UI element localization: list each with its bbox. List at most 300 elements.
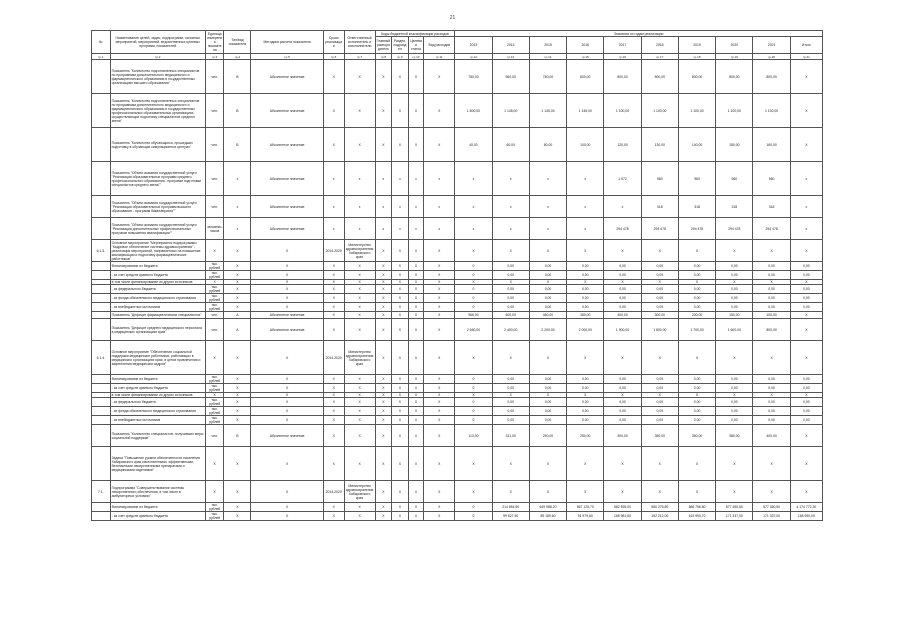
row-executor: х [344,196,375,218]
row-year-value: 0,00 [529,416,566,425]
row-expense: Х [424,384,455,393]
row-method: Х [251,341,323,375]
row-year-value: 0,00 [567,407,604,416]
row-name: - за счет средств краевого бюджета [110,512,205,521]
row-section: Х [392,285,409,294]
row-expense: Х [424,425,455,447]
row-expense: Х [424,280,455,285]
row-expense: Х [424,512,455,521]
row-year-value: 294 478 [753,218,790,240]
row-year-value: 1 100,00 [604,94,641,128]
row-expense: Х [424,303,455,312]
column-number: гр.2 [110,54,205,60]
row-year-value: Х [753,280,790,285]
row-target: Х [408,384,424,393]
row-expense: Х [424,393,455,398]
row-number: 6.1.4. [92,341,111,375]
row-year-value: 171 337,00 [753,512,790,521]
row-year-value: 0,00 [529,398,566,407]
row-method: Абсолютное значение [251,319,323,341]
row-grbs: х [375,218,392,240]
row-unit: тыс. рублей [205,416,224,425]
row-deadline: Х [323,398,344,407]
row-method: Х [251,447,323,481]
row-type: В [224,60,251,94]
row-year-value: 294 478 [678,218,715,240]
row-type: Х [224,303,251,312]
row-section: Х [392,407,409,416]
row-expense: Х [424,407,455,416]
row-total: Х [790,319,822,341]
row-year-value: Х [567,240,604,262]
row-grbs: Х [375,60,392,94]
row-year-value: 214 854,90 [492,503,529,512]
row-unit: тыс. рублей [205,303,224,312]
table-row [92,384,823,393]
row-year-value: 60,00 [492,128,529,162]
row-year-value: 0,00 [604,271,641,280]
row-grbs: Х [375,447,392,481]
row-year-value: 318 [641,196,678,218]
row-grbs: Х [375,512,392,521]
row-year-value: Х [678,447,715,481]
column-number: гр.3 [205,54,224,60]
row-year-value: 0,00 [529,384,566,393]
row-year-value: 567 125,70 [567,503,604,512]
table-row [92,481,823,503]
row-year-value: 40,00 [455,128,492,162]
row-target: Х [408,398,424,407]
row-year-value: 0,00 [641,271,678,280]
row-type: Х [224,375,251,384]
row-year-value: 0,00 [529,271,566,280]
row-name: Показатель "Объем оказания государственной услуги "Реализация образовательных программ среднего профессионального образования - программ подготовки специалистов среднего звена"" [110,162,205,196]
row-total: Х [790,128,822,162]
row-total: х [790,218,822,240]
row-year-value: 0,00 [716,398,753,407]
row-year-value: 0 [455,384,492,393]
row-section: Х [392,240,409,262]
row-executor: Х [344,94,375,128]
row-year-value: Х [529,341,566,375]
row-deadline: Х [323,285,344,294]
row-year-value: 960 [753,162,790,196]
row-year-value: х [455,162,492,196]
row-deadline: Х [323,60,344,94]
row-grbs: Х [375,398,392,407]
row-section: Х [392,303,409,312]
row-executor: Х [344,271,375,280]
row-number [92,294,111,303]
row-section: Х [392,60,409,94]
row-unit: Х [205,280,224,285]
header-total: Итого [790,37,822,54]
column-number: гр.16 [604,54,641,60]
row-target: Х [408,503,424,512]
row-year-value: 0,00 [492,294,529,303]
row-grbs: х [375,162,392,196]
row-year-value: 780,00 [455,60,492,94]
table-row [92,425,823,447]
row-deadline: 2014-2020 [323,341,344,375]
row-target: Х [408,416,424,425]
row-year-value: х [492,218,529,240]
table-row [92,416,823,425]
row-executor: Х [344,503,375,512]
row-total: 0,00 [790,294,822,303]
row-section: Х [392,262,409,271]
row-year-value: 0,00 [604,384,641,393]
row-year-value: 0,00 [492,262,529,271]
row-year-value: 800,00 [678,60,715,94]
row-unit: человеко-часов [205,218,224,240]
row-grbs: Х [375,393,392,398]
row-year-value: 300,00 [604,425,641,447]
row-type: В [224,128,251,162]
row-year-value: 0,00 [492,375,529,384]
row-deadline: Х [323,128,344,162]
row-year-value: 1 100,00 [641,94,678,128]
table-row [92,303,823,312]
row-year-value: 0 [455,303,492,312]
row-unit: тыс. рублей [205,407,224,416]
row-expense: х [424,162,455,196]
column-number: гр.9 [392,54,409,60]
row-year-value: 400,00 [753,425,790,447]
row-year-value: 800,00 [604,60,641,94]
row-type: х [224,196,251,218]
row-year-value: 0,00 [753,407,790,416]
table-row [92,162,823,196]
row-year-value: 0,00 [604,375,641,384]
row-year-value: 0,00 [604,398,641,407]
row-year-value: 400,00 [604,312,641,319]
row-year-value: Х [492,280,529,285]
row-year-value: Х [678,481,715,503]
table-row [92,503,823,512]
row-year-value: х [529,218,566,240]
header-values-by-year: Значения по годам реализации [455,31,823,37]
row-year-value: 0,00 [641,416,678,425]
row-year-value: 960 [641,162,678,196]
row-year-value: 0 [455,285,492,294]
row-year-value: Х [753,240,790,262]
row-target: Х [408,128,424,162]
column-number: гр.8 [375,54,392,60]
row-total: 4 174 772,30 [790,503,822,512]
row-name: - из внебюджетных источников [110,303,205,312]
row-year-value: 130,00 [641,128,678,162]
row-deadline: Х [323,271,344,280]
row-executor: Х [344,425,375,447]
row-grbs: Х [375,285,392,294]
row-year-value: 0,00 [678,407,715,416]
row-section: Х [392,319,409,341]
row-year-value: Х [492,240,529,262]
row-type: Х [224,285,251,294]
row-number [92,60,111,94]
row-number [92,271,111,280]
row-year-value: 1 145,00 [529,94,566,128]
row-year-value: Х [678,280,715,285]
row-year-value: 0,00 [641,285,678,294]
row-deadline: Х [323,416,344,425]
row-year-value: 1 800,00 [641,319,678,341]
row-executor: Х [344,319,375,341]
row-deadline: Х [323,280,344,285]
row-total: 0,00 [790,407,822,416]
row-year-value: 0,00 [604,262,641,271]
row-year-value: Х [492,341,529,375]
row-executor: Х [344,393,375,398]
row-expense: Х [424,285,455,294]
row-unit: Х [205,481,224,503]
row-deadline: Х [323,303,344,312]
table-row [92,375,823,384]
row-year-value: 91 979,60 [567,512,604,521]
row-unit: чел. [205,94,224,128]
row-number [92,94,111,128]
row-method: Х [251,303,323,312]
header-year: 2017 [604,37,641,54]
row-deadline: Х [323,393,344,398]
row-type: Х [224,481,251,503]
row-year-value: 0 [455,375,492,384]
row-target: Х [408,393,424,398]
row-expense: х [424,218,455,240]
row-year-value: Х [753,447,790,481]
row-method: Х [251,481,323,503]
row-year-value: 0,00 [716,285,753,294]
row-year-value: х [604,196,641,218]
row-executor: Х [344,512,375,521]
row-year-value: х [529,196,566,218]
row-section: х [392,162,409,196]
row-year-value: 0,00 [567,303,604,312]
row-unit: тыс. рублей [205,285,224,294]
column-number: гр.7 [344,54,375,60]
row-name: Основное мероприятие "Мероприятия подпрограммы "Кадровое обеспечение системы здравоохранения" - реализация мероприятий, направленных на повышение квалификации и подготовку фармацевтических работников" [110,240,205,262]
row-total: 0,00 [790,285,822,294]
row-deadline: Х [323,447,344,481]
row-deadline: Х [323,294,344,303]
row-year-value: Х [678,393,715,398]
column-number: гр.10 [408,54,424,60]
row-grbs: Х [375,128,392,162]
row-target: Х [408,60,424,94]
row-year-value: 0,00 [641,375,678,384]
row-deadline: Х [323,319,344,341]
row-section: Х [392,294,409,303]
table-row [92,512,823,521]
row-grbs: Х [375,384,392,393]
row-executor: Х [344,60,375,94]
row-year-value: Х [529,481,566,503]
row-total: Х [790,94,822,128]
row-year-value: 0,00 [716,384,753,393]
row-target: Х [408,271,424,280]
row-year-value: 150,00 [716,128,753,162]
row-unit: тыс. рублей [205,294,224,303]
row-target: Х [408,375,424,384]
row-total: х [790,162,822,196]
header-year: 2020 [716,37,753,54]
column-number: гр.5 [251,54,323,60]
row-year-value: 780,00 [529,60,566,94]
row-year-value: Х [492,447,529,481]
row-total: 0,00 [790,398,822,407]
row-type: Х [224,341,251,375]
row-year-value: 0,00 [604,285,641,294]
row-method: Абсолютное значение [251,312,323,319]
row-method: Абсолютное значение [251,196,323,218]
row-year-value: 0,00 [716,407,753,416]
column-number: гр.20 [753,54,790,60]
row-year-value: 1 100,00 [678,94,715,128]
table-row [92,447,823,481]
row-year-value: 0,00 [753,285,790,294]
row-section: Х [392,416,409,425]
row-name: Показатель "Объем оказания государственной услуги "Реализация дополнительных профессиональных программ повышения квалификации"" [110,218,205,240]
table-row [92,312,823,319]
row-deadline: Х [323,262,344,271]
row-year-value: 0,00 [753,398,790,407]
row-section: Х [392,481,409,503]
row-year-value: 0 [455,512,492,521]
row-method: Абсолютное значение [251,94,323,128]
row-section: Х [392,312,409,319]
row-number [92,285,111,294]
row-year-value: Х [753,393,790,398]
row-year-value: 311,00 [492,425,529,447]
row-expense: х [424,196,455,218]
row-year-value: 0,00 [641,262,678,271]
row-year-value: 0,00 [567,416,604,425]
row-grbs: Х [375,94,392,128]
row-section: Х [392,425,409,447]
row-target: Х [408,280,424,285]
table-row [92,94,823,128]
row-type: Х [224,416,251,425]
row-year-value: 150,00 [716,312,753,319]
row-year-value: Х [604,341,641,375]
row-deadline: Х [323,512,344,521]
row-year-value: 0,00 [604,303,641,312]
table-row [92,196,823,218]
row-year-value: 0,00 [492,285,529,294]
column-number: гр.4 [224,54,251,60]
row-year-value: Х [455,240,492,262]
row-year-value: Х [678,240,715,262]
row-year-value: 0,00 [678,285,715,294]
header-year: 2021 [753,37,790,54]
row-year-value: 2 400,00 [492,319,529,341]
row-year-value: 0 [455,503,492,512]
row-year-value: 0,00 [567,398,604,407]
row-target: х [408,218,424,240]
row-target: Х [408,285,424,294]
row-year-value: Х [716,481,753,503]
row-name: Основное мероприятие "Обеспечение социальной поддержки медицинских работников, работающих в медицинских организациях края, в целях привлечения и закрепления медицинских кадров" [110,341,205,375]
row-unit: Х [205,240,224,262]
row-method: Х [251,262,323,271]
row-unit: тыс. рублей [205,503,224,512]
row-number [92,398,111,407]
row-year-value: 0,00 [678,303,715,312]
row-year-value: 294 478 [716,218,753,240]
row-section: Х [392,94,409,128]
row-type: Х [224,512,251,521]
row-unit: чел. [205,162,224,196]
row-number [92,312,111,319]
row-number [92,162,111,196]
row-year-value: Х [567,280,604,285]
row-number [92,447,111,481]
row-target: Х [408,312,424,319]
row-name: Показатель "Количество подготовленных специалистов по программам дополнительного медицинского и фармацевтического образования в государственных профессиональных образовательных организациях, осуществляющих подготовку специалистов среднего звена" [110,94,205,128]
table-row [92,218,823,240]
row-expense: Х [424,271,455,280]
column-number: гр.11 [424,54,455,60]
row-year-value: 200,00 [678,312,715,319]
row-method: Х [251,398,323,407]
row-name: в том числе финансирование из других источников [110,280,205,285]
row-year-value: х [455,218,492,240]
row-target: Х [408,262,424,271]
row-grbs: х [375,196,392,218]
row-type: Х [224,398,251,407]
row-year-value: 0,00 [753,375,790,384]
row-year-value: 380,00 [567,312,604,319]
row-year-value: Х [492,393,529,398]
row-year-value: 318 [678,196,715,218]
row-year-value: 0,00 [753,303,790,312]
row-type: А [224,312,251,319]
row-year-value: Х [492,481,529,503]
row-year-value: 0,00 [716,262,753,271]
column-number: гр.17 [641,54,678,60]
row-grbs: Х [375,425,392,447]
row-executor: Х [344,294,375,303]
row-year-value: х [455,196,492,218]
row-year-value: 800,00 [716,60,753,94]
row-executor: Х [344,262,375,271]
row-grbs: Х [375,240,392,262]
row-year-value: Х [753,481,790,503]
row-target: Х [408,447,424,481]
row-year-value: 0,00 [529,407,566,416]
row-method: Х [251,503,323,512]
header-unit: Единица измерения показателя [207,32,223,52]
header-year: 2015 [529,37,566,54]
row-year-value: Х [716,280,753,285]
row-grbs: Х [375,312,392,319]
row-unit: чел. [205,312,224,319]
row-total: Х [790,280,822,285]
row-year-value: 960,00 [492,60,529,94]
row-year-value: Х [529,280,566,285]
row-year-value: 0,00 [529,294,566,303]
row-deadline: х [323,218,344,240]
row-year-value: 0 [455,407,492,416]
row-type: Х [224,393,251,398]
table-row [92,398,823,407]
row-target: х [408,162,424,196]
row-number [92,384,111,393]
row-executor: Х [344,312,375,319]
row-year-value: 480,00 [529,312,566,319]
row-method: Х [251,280,323,285]
